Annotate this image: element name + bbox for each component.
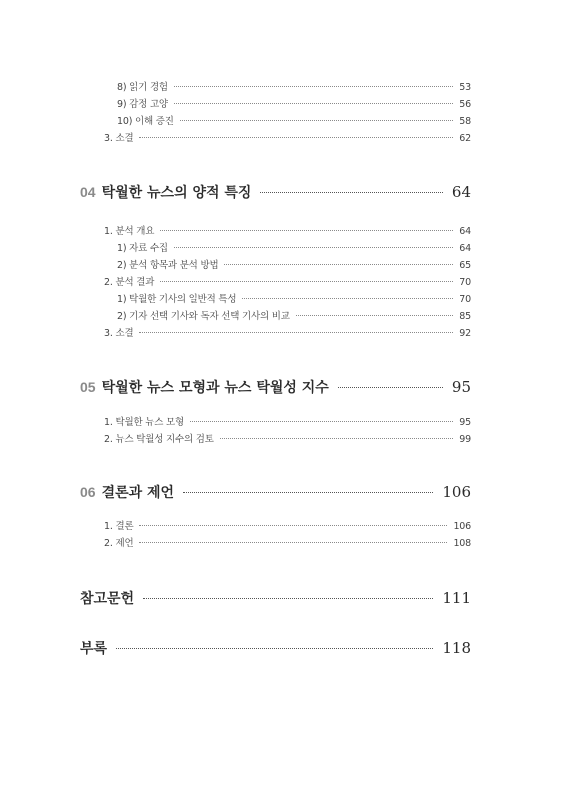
toc-entry-label: 1. 분석 개요 xyxy=(104,226,155,237)
toc-entry-page: 58 xyxy=(459,116,471,127)
toc-entry-page: 70 xyxy=(459,277,471,288)
toc-entry-page: 70 xyxy=(459,294,471,305)
toc-entry[interactable] xyxy=(104,414,471,430)
dot-leader xyxy=(224,264,453,265)
dot-leader xyxy=(139,332,453,333)
chapter-title: 탁월한 뉴스의 양적 특징 xyxy=(101,185,252,201)
chapter-number: 04 xyxy=(80,184,96,200)
chapter-number: 06 xyxy=(80,484,96,500)
chapter-page: 95 xyxy=(451,378,471,396)
toc-entry-page: 85 xyxy=(459,311,471,322)
toc-entry[interactable] xyxy=(117,240,471,256)
dot-leader xyxy=(174,86,453,87)
chapter-title: 참고문헌 xyxy=(80,591,135,607)
toc-entry-label: 8) 읽기 경험 xyxy=(117,82,168,93)
toc-entry-label: 9) 감정 고양 xyxy=(117,99,168,110)
chapter-title: 결론과 제언 xyxy=(101,485,175,501)
toc-entry-page: 65 xyxy=(459,260,471,271)
toc-entry[interactable] xyxy=(117,79,471,95)
toc-entry[interactable] xyxy=(117,291,471,307)
toc-entry-page: 53 xyxy=(459,82,471,93)
toc-entry-label: 2. 뉴스 탁월성 지수의 검토 xyxy=(104,434,214,445)
toc-entry[interactable] xyxy=(104,325,471,341)
toc-entry-label: 1) 자료 수집 xyxy=(117,243,168,254)
dot-leader xyxy=(242,298,453,299)
chapter-page: 118 xyxy=(442,639,471,657)
toc-entry[interactable] xyxy=(104,130,471,146)
chapter-page: 64 xyxy=(451,183,471,201)
dot-leader xyxy=(190,421,453,422)
dot-leader xyxy=(139,542,447,543)
toc-references[interactable] xyxy=(80,588,471,610)
chapter-page: 111 xyxy=(442,589,471,607)
toc-entry-label: 2) 기자 선택 기사와 독자 선택 기사의 비교 xyxy=(117,311,290,322)
toc-entry-label: 2. 분석 결과 xyxy=(104,277,155,288)
dot-leader xyxy=(174,103,453,104)
dot-leader xyxy=(116,648,433,649)
toc-entry-label: 2) 분석 항목과 분석 방법 xyxy=(117,260,219,271)
dot-leader xyxy=(220,438,454,439)
dot-leader xyxy=(338,387,443,388)
dot-leader xyxy=(296,315,454,316)
toc-entry-label: 3. 소결 xyxy=(104,328,134,339)
toc-chapter-04[interactable] xyxy=(80,182,471,204)
chapter-page: 106 xyxy=(442,483,471,501)
toc-entry[interactable] xyxy=(117,113,471,129)
dot-leader xyxy=(139,525,447,526)
toc-entry[interactable] xyxy=(104,431,471,447)
chapter-number: 05 xyxy=(80,379,96,395)
toc-appendix[interactable] xyxy=(80,638,471,660)
chapter-title: 부록 xyxy=(80,641,108,657)
toc-entry-page: 62 xyxy=(459,133,471,144)
toc-chapter-05[interactable] xyxy=(80,377,471,399)
toc-entry[interactable] xyxy=(104,223,471,239)
dot-leader xyxy=(183,492,433,493)
toc-entry-label: 3. 소결 xyxy=(104,133,134,144)
dot-leader xyxy=(180,120,454,121)
dot-leader xyxy=(160,281,453,282)
toc-entry-page: 95 xyxy=(459,417,471,428)
toc-entry[interactable] xyxy=(117,96,471,112)
toc-entry-label: 1. 탁월한 뉴스 모형 xyxy=(104,417,184,428)
toc-entry-label: 1) 탁월한 기사의 일반적 특성 xyxy=(117,294,237,305)
toc-entry-page: 99 xyxy=(459,434,471,445)
dot-leader xyxy=(139,137,453,138)
toc-entry-label: 10) 이해 증진 xyxy=(117,116,174,127)
toc-entry[interactable] xyxy=(104,535,471,551)
toc-entry-page: 108 xyxy=(453,538,471,549)
dot-leader xyxy=(160,230,453,231)
toc-entry-page: 92 xyxy=(459,328,471,339)
toc-entry[interactable] xyxy=(117,257,471,273)
dot-leader xyxy=(143,598,433,599)
chapter-title: 탁월한 뉴스 모형과 뉴스 탁월성 지수 xyxy=(101,380,329,396)
toc-entry-page: 64 xyxy=(459,226,471,237)
toc-entry-label: 2. 제언 xyxy=(104,538,134,549)
dot-leader xyxy=(174,247,453,248)
toc-chapter-06[interactable] xyxy=(80,482,471,504)
dot-leader xyxy=(260,192,442,193)
toc-entry-page: 106 xyxy=(453,521,471,532)
toc-entry-page: 64 xyxy=(459,243,471,254)
toc-entry[interactable] xyxy=(104,274,471,290)
toc-entry[interactable] xyxy=(104,518,471,534)
toc-entry-label: 1. 결론 xyxy=(104,521,134,532)
toc-entry[interactable] xyxy=(117,308,471,324)
toc-entry-page: 56 xyxy=(459,99,471,110)
